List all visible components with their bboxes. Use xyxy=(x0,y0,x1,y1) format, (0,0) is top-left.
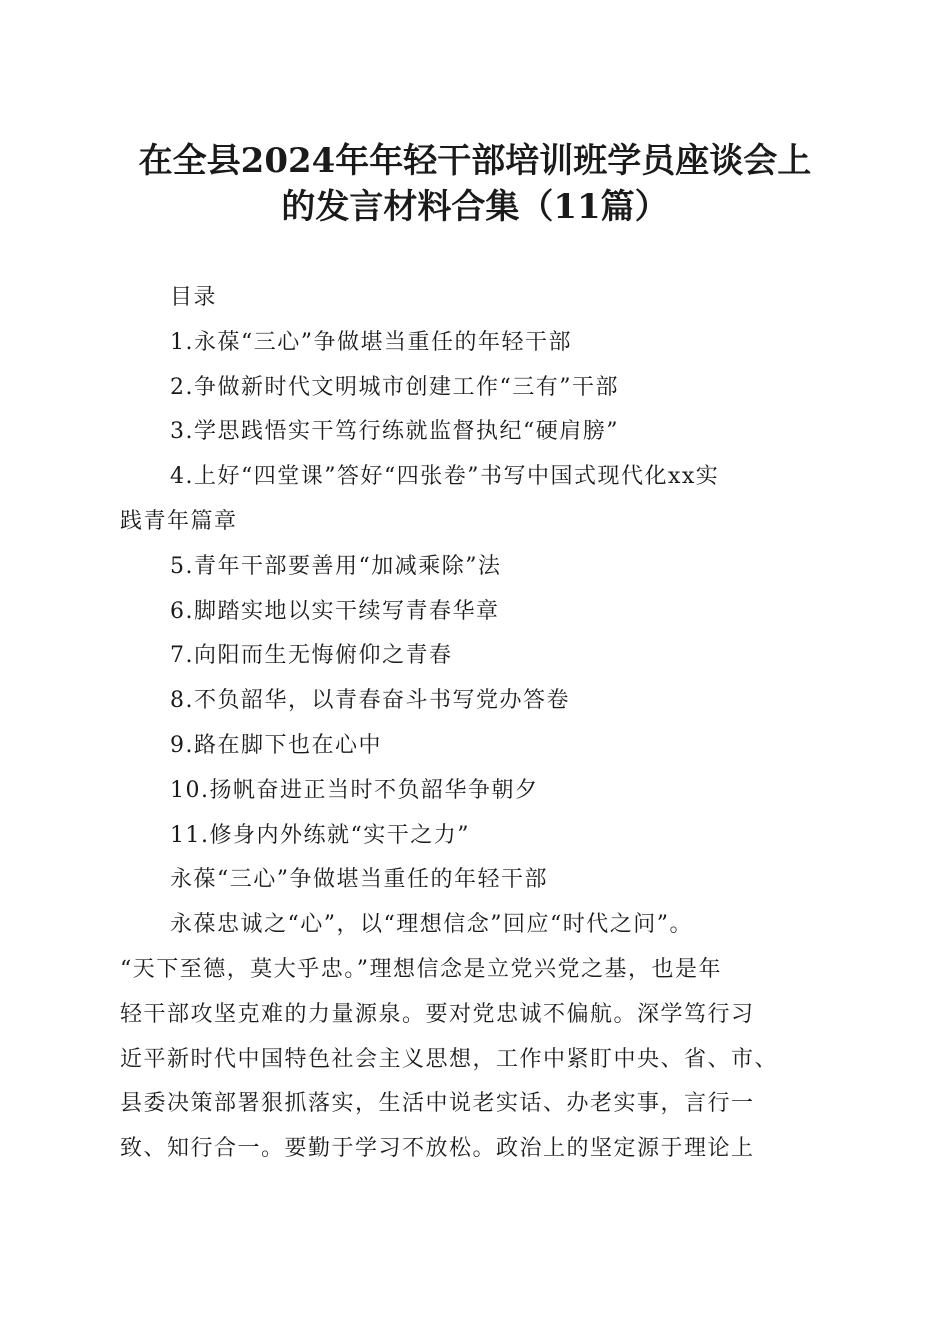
toc-item-10: 10.扬帆奋进正当时不负韶华争朝夕 xyxy=(170,777,539,803)
toc-item-11: 11.修身内外练就“实干之力” xyxy=(170,822,470,848)
title-line-1: 在全县2024年年轻干部培训班学员座谈会上 xyxy=(138,141,812,181)
paragraph-line-2: “天下至德，莫大乎忠。”理想信念是立党兴党之基，也是年 xyxy=(120,956,722,982)
paragraph-line-3: 轻干部攻坚克难的力量源泉。要对党忠诚不偏航。深学笃行习 xyxy=(120,1001,755,1027)
toc-item-3: 3.学思践悟实干笃行练就监督执纪“硬肩膀” xyxy=(170,419,619,445)
document-body xyxy=(120,276,832,1172)
section-title: 永葆“三心”争做堪当重任的年轻干部 xyxy=(170,867,548,893)
paragraph-line-6: 致、知行合一。要勤于学习不放松。政治上的坚定源于理论上 xyxy=(120,1136,755,1162)
toc-item-6: 6.脚踏实地以实干续写青春华章 xyxy=(170,598,500,624)
paragraph-line-5: 县委决策部署狠抓落实，生活中说老实话、办老实事，言行一 xyxy=(120,1091,755,1117)
toc-item-4: 4.上好“四堂课”答好“四张卷”书写中国式现代化xx实 xyxy=(170,464,720,490)
body-paragraph xyxy=(120,903,832,1172)
toc-item-1: 1.永葆“三心”争做堪当重任的年轻干部 xyxy=(170,329,572,355)
toc-item-9: 9.路在脚下也在心中 xyxy=(170,732,382,758)
toc-heading: 目录 xyxy=(170,285,218,310)
toc-item-2: 2.争做新时代文明城市创建工作“三有”干部 xyxy=(170,374,619,400)
toc-item-8: 8.不负韶华，以青春奋斗书写党办答卷 xyxy=(170,688,570,714)
title-line-2: 的发言材料合集（11篇） xyxy=(281,187,669,227)
toc-item-4-continued: 践青年篇章 xyxy=(120,508,238,534)
table-of-contents xyxy=(120,321,832,859)
toc-item-7: 7.向阳而生无悔俯仰之青春 xyxy=(170,643,453,669)
toc-item-5: 5.青年干部要善用“加减乘除”法 xyxy=(170,553,502,579)
paragraph-line-4: 近平新时代中国特色社会主义思想，工作中紧盯中央、省、市、 xyxy=(120,1046,779,1072)
paragraph-line-1: 永葆忠诚之“心”，以“理想信念”回应“时代之问”。 xyxy=(170,912,693,938)
document-title xyxy=(100,138,850,230)
